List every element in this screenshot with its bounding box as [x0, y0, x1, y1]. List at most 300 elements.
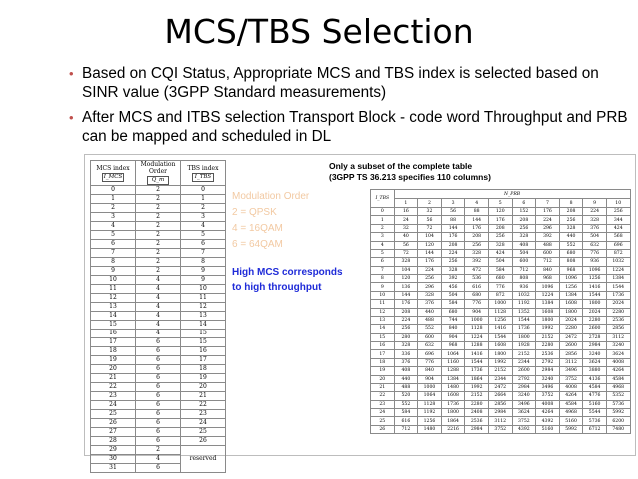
tbs-table-row — [371, 342, 631, 350]
tbs-cell: 2600 — [559, 342, 583, 350]
mcs-cell: 6 — [181, 239, 226, 248]
mcs-table-row — [91, 302, 226, 311]
tbs-table-row — [371, 283, 631, 291]
tbs-cell: 2664 — [488, 392, 512, 400]
mcs-cell: 24 — [181, 419, 226, 428]
mcs-table-row — [91, 446, 226, 455]
tbs-cell: 568 — [606, 233, 630, 241]
tbs-cell: 104 — [418, 233, 442, 241]
mcs-table-row — [91, 230, 226, 239]
mcs-cell: 19 — [91, 356, 136, 365]
tbs-cell: 4584 — [606, 375, 630, 383]
subset-note-line: Only a subset of the complete table — [329, 161, 473, 171]
tbs-cell: 176 — [394, 300, 418, 308]
mcs-cell: 4 — [136, 329, 181, 338]
tbs-cell: 2408 — [465, 409, 489, 417]
tbs-table-row — [371, 425, 631, 433]
tbs-row-index: 12 — [371, 308, 395, 316]
mcs-cell: 8 — [91, 257, 136, 266]
tbs-cell: 328 — [418, 291, 442, 299]
tbs-cell: 256 — [465, 241, 489, 249]
tbs-table-row — [371, 241, 631, 249]
mcs-cell: 6 — [136, 437, 181, 446]
mcs-cell: 3 — [181, 212, 226, 221]
tbs-cell: 2728 — [583, 333, 607, 341]
mcs-cell: 9 — [91, 266, 136, 275]
tbs-cell: 4136 — [583, 375, 607, 383]
tbs-cell: 1288 — [465, 342, 489, 350]
tbs-row-index: 23 — [371, 400, 395, 408]
tbs-cell: 504 — [512, 249, 536, 257]
tbs-cell: 1192 — [418, 409, 442, 417]
tbs-table-row — [371, 333, 631, 341]
tbs-cell: 1256 — [583, 275, 607, 283]
tbs-cell: 440 — [559, 233, 583, 241]
tbs-cell: 1384 — [559, 291, 583, 299]
tbs-cell: 1128 — [488, 308, 512, 316]
tbs-row-index: 6 — [371, 258, 395, 266]
mcs-table-row — [91, 365, 226, 374]
tbs-cell: 256 — [441, 258, 465, 266]
mcs-cell: 0 — [91, 186, 136, 195]
mcs-cell: 4 — [181, 221, 226, 230]
tbs-cell: 840 — [536, 266, 560, 274]
tbs-cell: 1544 — [488, 333, 512, 341]
tbs-row-index: 11 — [371, 300, 395, 308]
mcs-table-row — [91, 419, 226, 428]
tbs-cell: 680 — [441, 308, 465, 316]
tbs-cell: 328 — [441, 266, 465, 274]
tbs-cell: 1416 — [465, 350, 489, 358]
mcs-cell: 2 — [136, 221, 181, 230]
tbs-cell: 1800 — [583, 300, 607, 308]
tbs-cell: 2280 — [583, 316, 607, 324]
tbs-cell: 840 — [441, 325, 465, 333]
tbs-cell: 144 — [418, 249, 442, 257]
mcs-cell: 0 — [181, 186, 226, 195]
tbs-cell: 1992 — [488, 358, 512, 366]
mcs-cell: 2 — [136, 230, 181, 239]
mcs-cell: 2 — [91, 203, 136, 212]
tbs-cell: 120 — [418, 241, 442, 249]
subset-note — [329, 161, 491, 182]
tbs-cell: 968 — [441, 342, 465, 350]
tbs-cell: 1384 — [606, 275, 630, 283]
tbs-cell: 2024 — [583, 308, 607, 316]
tbs-cell: 936 — [583, 258, 607, 266]
tbs-column-header: 4 — [465, 199, 489, 208]
mcs-cell: 6 — [136, 356, 181, 365]
tbs-cell: 328 — [583, 216, 607, 224]
mcs-cell: 2 — [136, 203, 181, 212]
tbs-cell: 424 — [606, 224, 630, 232]
tbs-table-body — [371, 208, 631, 434]
mcs-table-row — [91, 203, 226, 212]
tbs-cell: 328 — [394, 342, 418, 350]
mcs-cell: 2 — [136, 212, 181, 221]
tbs-cell: 3752 — [488, 425, 512, 433]
tbs-cell: 872 — [606, 249, 630, 257]
tbs-cell: 2024 — [559, 316, 583, 324]
mcs-cell: 22 — [181, 401, 226, 410]
tbs-cell: 32 — [418, 208, 442, 216]
tbs-cell: 1000 — [465, 316, 489, 324]
mcs-cell: 6 — [136, 401, 181, 410]
tbs-cell: 552 — [394, 400, 418, 408]
tbs-cell: 2600 — [512, 367, 536, 375]
mcs-cell: 26 — [181, 437, 226, 446]
mcs-cell: 2 — [136, 446, 181, 455]
tbs-cell: 176 — [488, 216, 512, 224]
bullet-text: After MCS and ITBS selection Transport Block - code word Throughput and PRB can be mapped and scheduled in DL — [82, 109, 628, 145]
tbs-cell: 208 — [441, 241, 465, 249]
mcs-table-row — [91, 239, 226, 248]
mcs-cell: 12 — [91, 293, 136, 302]
mcs-cell: 24 — [91, 401, 136, 410]
tbs-cell: 520 — [394, 392, 418, 400]
tbs-cell: 120 — [488, 208, 512, 216]
tbs-cell: 328 — [512, 233, 536, 241]
tbs-cell: 968 — [559, 266, 583, 274]
tbs-cell: 1800 — [441, 409, 465, 417]
tbs-cell: 376 — [418, 300, 442, 308]
tbs-cell: 632 — [583, 241, 607, 249]
tbs-cell: 2984 — [512, 383, 536, 391]
tbs-cell: 392 — [536, 233, 560, 241]
tbs-row-index: 22 — [371, 392, 395, 400]
tbs-cell: 1992 — [536, 325, 560, 333]
tbs-column-header: 3 — [441, 199, 465, 208]
tbs-cell: 1800 — [559, 308, 583, 316]
tbs-cell: 2152 — [512, 350, 536, 358]
tbs-cell: 176 — [418, 258, 442, 266]
mcs-cell: 20 — [181, 383, 226, 392]
tbs-table-row — [371, 300, 631, 308]
mcs-table-body — [91, 186, 226, 473]
tbs-cell: 144 — [465, 216, 489, 224]
mcs-cell: 9 — [181, 266, 226, 275]
tbs-cell: 6712 — [583, 425, 607, 433]
tbs-cell: 56 — [441, 208, 465, 216]
mcs-cell: 15 — [181, 338, 226, 347]
tbs-cell: 3624 — [583, 358, 607, 366]
mcs-cell: 11 — [181, 293, 226, 302]
tbs-cell: 4776 — [583, 392, 607, 400]
tbs-table-row — [371, 308, 631, 316]
tbs-table-row — [371, 325, 631, 333]
tbs-cell: 3496 — [536, 383, 560, 391]
tbs-cell: 56 — [394, 241, 418, 249]
tbs-cell: 1288 — [441, 367, 465, 375]
tbs-cell: 3752 — [536, 392, 560, 400]
mcs-table-row — [91, 428, 226, 437]
tbs-table-row — [371, 383, 631, 391]
tbs-cell: 16 — [394, 208, 418, 216]
mcs-cell: 21 — [181, 392, 226, 401]
tbs-cell: 176 — [441, 233, 465, 241]
mcs-cell: 23 — [91, 392, 136, 401]
tbs-cell: 2856 — [488, 400, 512, 408]
tbs-row-index: 18 — [371, 358, 395, 366]
tbs-cell: 3496 — [512, 400, 536, 408]
tbs-cell: 2344 — [488, 375, 512, 383]
tbs-cell: 584 — [441, 300, 465, 308]
mcs-cell: 2 — [136, 194, 181, 203]
tbs-cell: 296 — [418, 283, 442, 291]
tbs-cell: 1096 — [536, 283, 560, 291]
tbs-cell: 2984 — [536, 367, 560, 375]
tbs-cell: 1032 — [606, 258, 630, 266]
tbs-cell: 552 — [559, 241, 583, 249]
tbs-row-index: 15 — [371, 333, 395, 341]
mcs-cell: 5 — [181, 230, 226, 239]
bullet-item — [69, 64, 634, 102]
mcs-cell: 6 — [91, 239, 136, 248]
tbs-cell: 328 — [465, 249, 489, 257]
tbs-cell: 208 — [465, 233, 489, 241]
tbs-cell: 3624 — [606, 350, 630, 358]
tbs-cell: 40 — [394, 233, 418, 241]
mcs-cell: 27 — [91, 428, 136, 437]
tbs-table-row — [371, 350, 631, 358]
tbs-cell: 840 — [418, 367, 442, 375]
tbs-column-header: 8 — [559, 199, 583, 208]
tbs-cell: 1256 — [418, 417, 442, 425]
tbs-cell: 3752 — [512, 417, 536, 425]
mcs-table-row — [91, 212, 226, 221]
tbs-cell: 696 — [606, 241, 630, 249]
bullet-icon: • — [69, 66, 74, 81]
tbs-cell: 224 — [583, 208, 607, 216]
tbs-cell: 1608 — [536, 308, 560, 316]
mcs-cell: 2 — [136, 257, 181, 266]
mcs-cell: 6 — [136, 419, 181, 428]
tbs-row-index: 8 — [371, 275, 395, 283]
tbs-cell: 1096 — [559, 275, 583, 283]
tbs-cell: 4264 — [606, 367, 630, 375]
tbs-cell: 120 — [394, 275, 418, 283]
tbs-cell: 256 — [606, 208, 630, 216]
tbs-cell: 712 — [394, 425, 418, 433]
tbs-cell: 904 — [465, 308, 489, 316]
tbs-cell: 5160 — [583, 400, 607, 408]
mcs-cell: 16 — [181, 347, 226, 356]
tbs-row-index: 24 — [371, 409, 395, 417]
mcs-cell: 25 — [91, 410, 136, 419]
modulation-legend-item: 6 = 64QAM — [232, 239, 283, 250]
tbs-cell: 1544 — [465, 358, 489, 366]
tbs-cell: 1800 — [512, 333, 536, 341]
tbs-row-index: 1 — [371, 216, 395, 224]
tbs-cell: 3112 — [488, 417, 512, 425]
tbs-cell: 4968 — [606, 383, 630, 391]
tbs-cell: 3240 — [583, 350, 607, 358]
tbs-row-index: 3 — [371, 233, 395, 241]
mcs-table-row — [91, 356, 226, 365]
mcs-table-row — [91, 347, 226, 356]
tbs-column-header: 9 — [583, 199, 607, 208]
tbs-cell: 336 — [394, 350, 418, 358]
tbs-cell: 4008 — [559, 383, 583, 391]
tbs-cell: 1256 — [559, 283, 583, 291]
mcs-cell: 4 — [136, 455, 181, 464]
tbs-table-row — [371, 216, 631, 224]
tbs-cell: 144 — [441, 224, 465, 232]
tbs-cell: 872 — [488, 291, 512, 299]
tbs-cell: 152 — [512, 208, 536, 216]
tbs-table-row — [371, 208, 631, 216]
tbs-cell: 104 — [394, 266, 418, 274]
mcs-table-row — [91, 186, 226, 195]
tbs-table-row — [371, 316, 631, 324]
tbs-cell: 344 — [606, 216, 630, 224]
mcs-cell: 1 — [181, 194, 226, 203]
mcs-cell: 8 — [181, 257, 226, 266]
tbs-cell: 696 — [418, 350, 442, 358]
tbs-column-header-row — [371, 199, 631, 208]
mcs-cell: 16 — [91, 329, 136, 338]
mcs-cell: 12 — [181, 302, 226, 311]
tbs-row-index: 17 — [371, 350, 395, 358]
tbs-cell: 2152 — [465, 392, 489, 400]
tbs-cell: 5352 — [606, 392, 630, 400]
mcs-cell: 23 — [181, 410, 226, 419]
mcs-cell: 4 — [136, 311, 181, 320]
tbs-table-row — [371, 409, 631, 417]
mcs-cell: 17 — [181, 356, 226, 365]
tbs-cell: 328 — [488, 241, 512, 249]
tbs-cell: 3112 — [606, 333, 630, 341]
tbs-cell: 4264 — [559, 392, 583, 400]
tbs-cell: 2984 — [465, 425, 489, 433]
tbs-cell: 24 — [394, 216, 418, 224]
bullet-icon: • — [69, 110, 74, 125]
tbs-corner-label: I_TBS — [371, 190, 395, 208]
mcs-cell: 14 — [181, 320, 226, 329]
tbs-cell: 176 — [465, 224, 489, 232]
mcs-cell: 25 — [181, 428, 226, 437]
tbs-cell: 2280 — [606, 308, 630, 316]
mcs-table-row — [91, 311, 226, 320]
tbs-cell: 1736 — [606, 291, 630, 299]
mcs-cell: 7 — [91, 248, 136, 257]
tbs-cell: 904 — [418, 375, 442, 383]
tbs-cell: 2152 — [536, 333, 560, 341]
tbs-cell: 1608 — [559, 300, 583, 308]
tbs-cell: 504 — [488, 258, 512, 266]
mcs-cell: 6 — [136, 347, 181, 356]
tbs-cell: 408 — [394, 367, 418, 375]
mcs-cell: 5 — [91, 230, 136, 239]
mcs-table-row — [91, 338, 226, 347]
mcs-table-row — [91, 320, 226, 329]
mcs-cell: 19 — [181, 374, 226, 383]
tbs-cell: 2472 — [559, 333, 583, 341]
tbs-cell: 600 — [536, 249, 560, 257]
mcs-table-row — [91, 194, 226, 203]
mcs-cell: 6 — [136, 338, 181, 347]
tbs-table-row — [371, 249, 631, 257]
tbs-cell: 1096 — [583, 266, 607, 274]
tbs-cell: 1928 — [512, 342, 536, 350]
tbs-cell: 392 — [441, 275, 465, 283]
tbs-cell: 4584 — [559, 400, 583, 408]
tbs-cell: 1192 — [512, 300, 536, 308]
tbs-cell: 1608 — [488, 342, 512, 350]
tbs-row-index: 25 — [371, 417, 395, 425]
tbs-cell: 1864 — [465, 375, 489, 383]
tbs-cell: 4968 — [559, 409, 583, 417]
mcs-cell: 10 — [181, 284, 226, 293]
mcs-cell: 30 — [91, 455, 136, 464]
mcs-cell: 31 — [91, 464, 136, 473]
mcs-cell: 13 — [91, 302, 136, 311]
mcs-cell: 4 — [91, 221, 136, 230]
tbs-cell: 2600 — [583, 325, 607, 333]
mcs-cell: 11 — [91, 284, 136, 293]
mcs-cell: 4 — [136, 275, 181, 284]
tbs-cell: 616 — [394, 417, 418, 425]
mcs-cell: 2 — [136, 239, 181, 248]
mcs-cell: 4 — [136, 293, 181, 302]
tbs-row-index: 19 — [371, 367, 395, 375]
tbs-cell: 680 — [559, 249, 583, 257]
tbs-cell: 1224 — [606, 266, 630, 274]
tbs-cell: 2280 — [559, 325, 583, 333]
subset-note-line: (3GPP TS 36.213 specifies 110 columns) — [329, 171, 491, 182]
tbs-cell: 1224 — [465, 333, 489, 341]
tbs-cell: 1736 — [465, 367, 489, 375]
mcs-cell: 26 — [91, 419, 136, 428]
nprb-label: N_PRB — [394, 190, 630, 199]
mcs-cell: 15 — [181, 329, 226, 338]
tbs-table-row — [371, 258, 631, 266]
tbs-cell: 744 — [441, 316, 465, 324]
tbs-cell: 904 — [441, 333, 465, 341]
tbs-cell: 1480 — [441, 383, 465, 391]
mcs-cell: 4 — [136, 302, 181, 311]
tbs-cell: 2536 — [465, 417, 489, 425]
mcs-cell: 6 — [136, 410, 181, 419]
tbs-cell: 1384 — [441, 375, 465, 383]
tbs-table-row — [371, 417, 631, 425]
tbs-table-row — [371, 275, 631, 283]
tbs-table-row — [371, 367, 631, 375]
tbs-table-row — [371, 233, 631, 241]
tbs-cell: 680 — [488, 275, 512, 283]
tbs-cell: 1128 — [418, 400, 442, 408]
mcs-table-row — [91, 329, 226, 338]
tbs-cell: 808 — [512, 275, 536, 283]
tbs-cell: 32 — [394, 224, 418, 232]
tbs-cell: 1352 — [512, 308, 536, 316]
tbs-cell: 488 — [418, 316, 442, 324]
tbs-cell: 224 — [536, 216, 560, 224]
tbs-row-index: 7 — [371, 266, 395, 274]
tbs-column-header: 2 — [418, 199, 442, 208]
tbs-cell: 224 — [418, 266, 442, 274]
tbs-cell: 1544 — [583, 291, 607, 299]
tbs-cell: 776 — [488, 283, 512, 291]
tbs-cell: 408 — [512, 241, 536, 249]
mcs-cell: 29 — [91, 446, 136, 455]
tbs-cell: 1256 — [488, 316, 512, 324]
tbs-cell: 256 — [559, 216, 583, 224]
tbs-cell: 208 — [488, 224, 512, 232]
tbs-cell: 224 — [394, 316, 418, 324]
mcs-cell: 10 — [91, 275, 136, 284]
tbs-cell: 1736 — [441, 400, 465, 408]
